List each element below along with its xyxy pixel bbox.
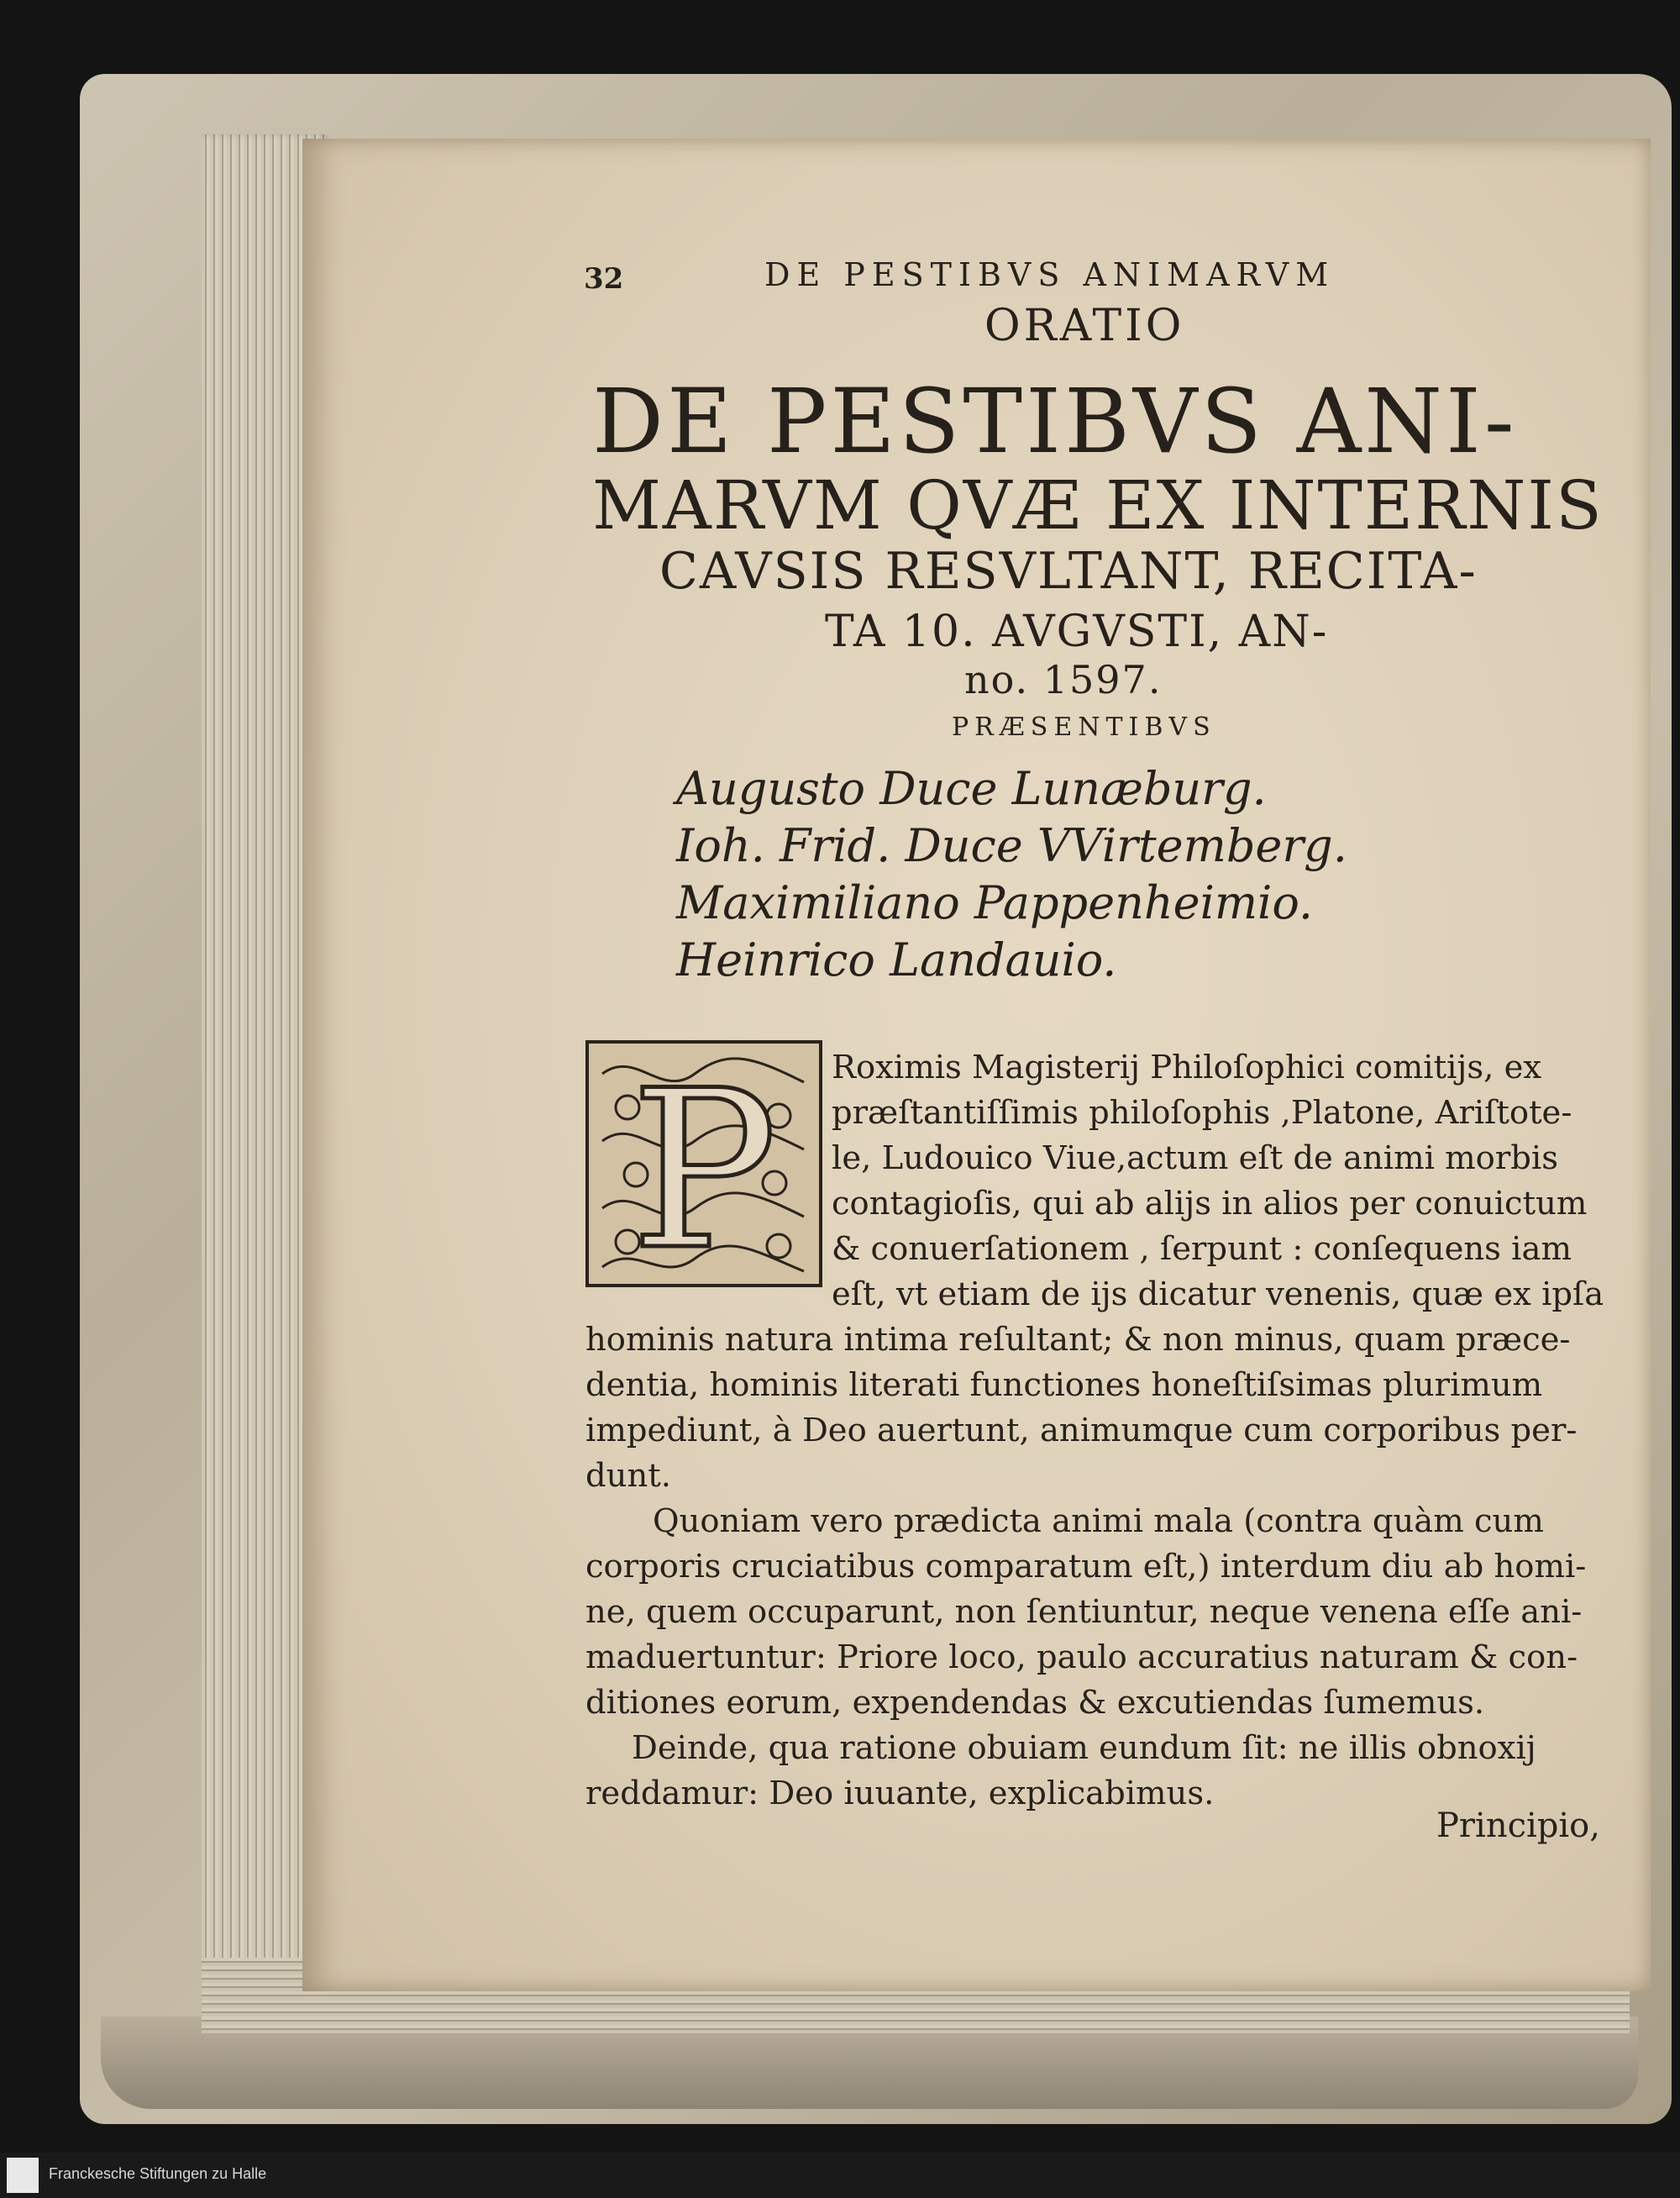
attendee-name: Maximiliano Pappenheimio. <box>676 876 1314 929</box>
title-line-5: no. 1597. <box>964 657 1163 702</box>
praesentibus-label: PRÆSENTIBVS <box>952 713 1216 742</box>
footer-credit: Franckesche Stiftungen zu Halle <box>49 2165 267 2182</box>
page-number: 32 <box>584 262 624 296</box>
body-line: reddamur: Deo iuuante, explicabimus. <box>585 1775 1215 1812</box>
body-line: Roximis Magisterij Philoſophici comitijs, ex <box>832 1049 1542 1086</box>
title-line-3: CAVSIS RESVLTANT, RECITA- <box>659 542 1478 601</box>
body-line: impediunt, à Deo auertunt, animumque cum corporibus per- <box>585 1412 1578 1449</box>
body-line: contagioſis, qui ab alijs in alios per conuictum <box>832 1185 1588 1223</box>
attendee-name: Ioh. Frid. Duce VVirtemberg. <box>676 819 1347 872</box>
body-line: Deinde, qua ratione obuiam eundum ſit: ne illis obnoxij <box>632 1729 1536 1767</box>
running-head: DE PESTIBVS ANIMARVM <box>764 256 1336 293</box>
attendee-name: Heinrico Landauio. <box>676 933 1117 986</box>
institution-logo-icon <box>7 2158 39 2193</box>
body-line: dunt. <box>585 1457 671 1495</box>
viewer-footer <box>0 2153 1680 2198</box>
body-line: & conuerſationem , ſerpunt : conſequens iam <box>832 1230 1572 1268</box>
body-line: le, Ludouico Viue,actum eſt de animi morbis <box>832 1139 1558 1177</box>
body-line: ne, quem occuparunt, non ſentiuntur, neque venena eſſe ani- <box>585 1593 1583 1631</box>
body-line: eſt, vt etiam de ijs dicatur venenis, quæ ex ipſa <box>832 1275 1604 1313</box>
title-line-4: TA 10. AVGVSTI, AN- <box>825 607 1329 657</box>
body-line: hominis natura intima reſultant; & non minus, quam præce- <box>585 1321 1571 1359</box>
title-line-2: MARVM QVÆ EX INTERNIS <box>592 466 1604 544</box>
decorated-initial <box>585 1040 822 1287</box>
body-line: maduertuntur: Priore loco, paulo accuratius naturam & con- <box>585 1638 1578 1676</box>
attendee-name: Augusto Duce Lunæburg. <box>676 762 1267 815</box>
body-line: Quoniam vero prædicta animi mala (contra quàm cum <box>653 1502 1544 1540</box>
svg-text:P: P <box>630 1044 778 1287</box>
attendee-list <box>676 760 1347 989</box>
body-line: ditiones eorum, expendendas & excutiendas ſumemus. <box>585 1684 1485 1722</box>
catchword: Principio, <box>1436 1806 1600 1845</box>
body-line: præſtantiſſimis philoſophis ,Platone, Ariſtote- <box>832 1094 1572 1132</box>
title-line-1: DE PESTIBVS ANI- <box>592 370 1518 473</box>
floral-ornament-icon <box>585 1040 822 1287</box>
body-line: corporis cruciatibus comparatum eſt,) interdum diu ab homi- <box>585 1548 1587 1585</box>
oratio-heading: ORATIO <box>984 301 1185 351</box>
body-line: dentia, hominis literati functiones honeſtiſsimas plurimum <box>585 1366 1543 1404</box>
